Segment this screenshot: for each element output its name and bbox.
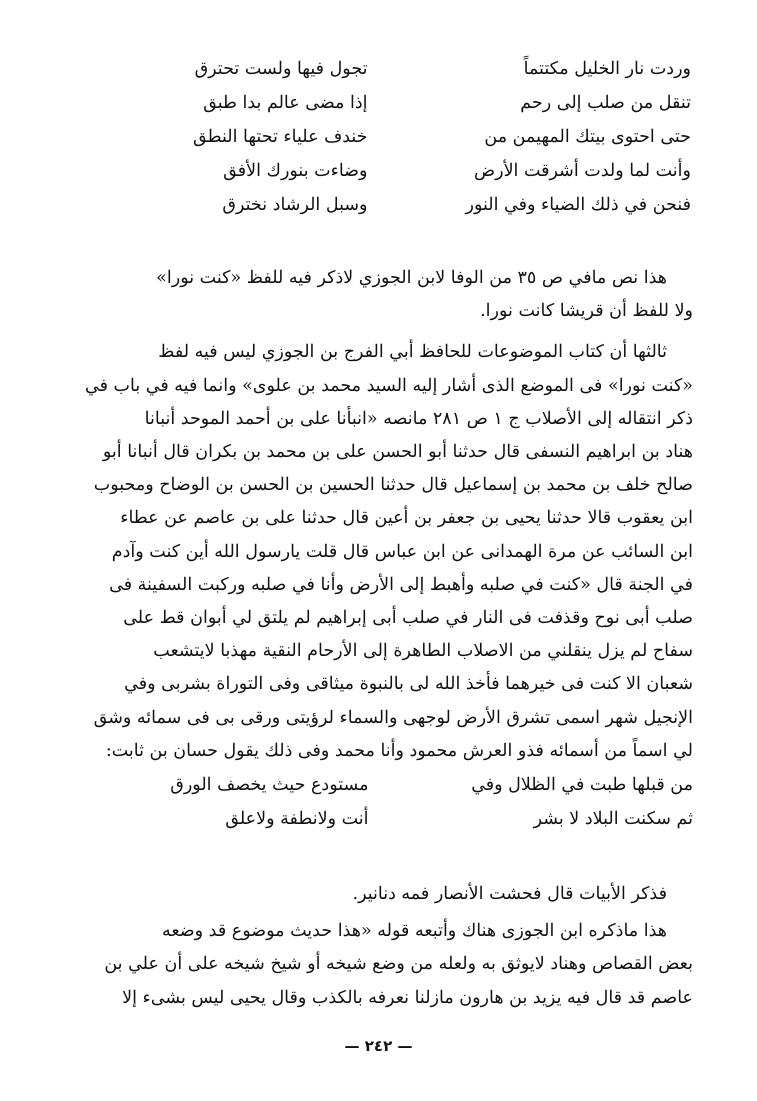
text-line: هذا ماذكره ابن الجوزى هناك وأتبعه قوله «هذا حديث موضوع قد وضعه [161,921,667,942]
hemistich-left: مستودع حيث يخصف الورق [170,775,369,796]
paragraph-4 [64,915,693,1015]
hemistich-left: خندف علياء تحتها النطق [193,127,368,147]
verse [64,802,693,836]
hemistich-right: تنقل من صلب إلى رحم [520,93,691,113]
text-line: هناد بن ابراهيم النسفى قال حدثنا أبو الحسن على بن محمد بن بكران قال أنبانا أبو [102,442,693,463]
verse [64,154,691,188]
hemistich-right: حتى احتوى بيتك المهيمن من [484,127,691,147]
page-number: — ٢٤٢ — [344,1037,413,1055]
text-line: بعض القصاص وهناد لايوثق به ولعله من وضع شيخه أو شيخ شيخه على أن علي بن [104,954,693,975]
text-line: صالح خلف بن محمد بن إسماعيل قال حدثنا الحسين بن الحسن بن الوضاح ومحبوب [93,475,693,496]
spacer [64,836,693,878]
verse [64,188,691,222]
hemistich-left: تجول فيها ولست تحترق [194,59,368,79]
text-line: الإنجيل شهر اسمى تشرق الأرض لوجهى والسماء لرؤيتى ورقى بى فى سمائه وشق [93,707,693,728]
hemistich-right: من قبلها طبت في الظلال وفي [471,775,693,796]
paragraph-1 [64,262,693,328]
hemistich-left: إذا مضى عالم بدا طبق [203,93,368,113]
hemistich-right: وردت نار الخليل مكتتماً [523,59,691,79]
hemistich-right: فنحن في ذلك الضياء وفي النور [465,195,691,215]
hemistich-left: وسبل الرشاد نخترق [222,195,368,215]
text-line: ابن يعقوب قالا حدثنا يحيى بن جعفر بن أعين قال حدثنا على بن عاصم عن عطاء [120,508,693,529]
hemistich-left: وضاءت بنورك الأفق [223,161,368,181]
text-line: فذكر الأبيات قال فحشت الأنصار فمه دنانير. [352,884,667,905]
text-line: شعبان الا كنت فى خيرهما فأخذ الله لى بالنبوة ميثاقى وفى التوراة بشربى وفي [124,674,693,695]
text-line: ثالثها أن كتاب الموضوعات للحافظ أبي الفرج بن الجوزي ليس فيه لفظ [158,342,667,363]
text-line: في الجنة قال «كنت في صلبه وأهبط إلى الأرض وأنا في صلبه وركبت السفينة فى [109,574,693,595]
text-line: ابن السائب عن مرة الهمدانى عن ابن عباس قال قلت يارسول الله أين كنت وآدم [111,541,693,562]
text-line: لي اسماً من أسمائه فذو العرش محمود وأنا محمد وفى ذلك يقول حسان بن ثابت: [105,740,693,761]
poem-middle [64,768,693,836]
verse [64,120,691,154]
paragraph-2 [64,336,693,768]
text-line: عاصم قد قال فيه يزيد بن هارون مازلنا نعرفه بالكذب وقال يحيى ليس بشىء إلا [122,987,693,1008]
verse [64,86,691,120]
page-body [64,52,693,1015]
paragraph-3 [64,878,693,911]
verse [64,52,691,86]
text-line: سفاح لم يزل ينقلني من الاصلاب الطاهرة إلى الأرحام النقية مهذبا لايتشعب [153,641,693,662]
text-line: هذا نص مافي ص ٣٥ من الوفا لابن الجوزي لاذكر فيه للفظ «كنت نورا» [156,268,667,288]
spacer [64,222,693,262]
text-line: ذكر انتقاله إلى الأصلاب ج ١ ص ٢٨١ مانصه «انبأنا على بن أحمد الموحد أنبانا [144,408,693,429]
text-line: ولا للفظ أن قريشا كانت نورا. [480,301,693,322]
hemistich-left: أنت ولانطفة ولاعلق [225,809,369,830]
verse [64,768,693,802]
hemistich-right: ثم سكنت البلاد لا بشر [533,809,693,830]
hemistich-right: وأنت لما ولدت أشرقت الأرض [473,161,691,181]
text-line: صلب أبى نوح وقذفت فى النار في صلب أبى إبراهيم لم يلتق لي أبوان قط على [123,608,693,629]
poem-top [64,52,691,222]
text-line: «كنت نورا» فى الموضع الذى أشار إليه السيد محمد بن علوى» وانما فيه في باب في [85,375,693,396]
